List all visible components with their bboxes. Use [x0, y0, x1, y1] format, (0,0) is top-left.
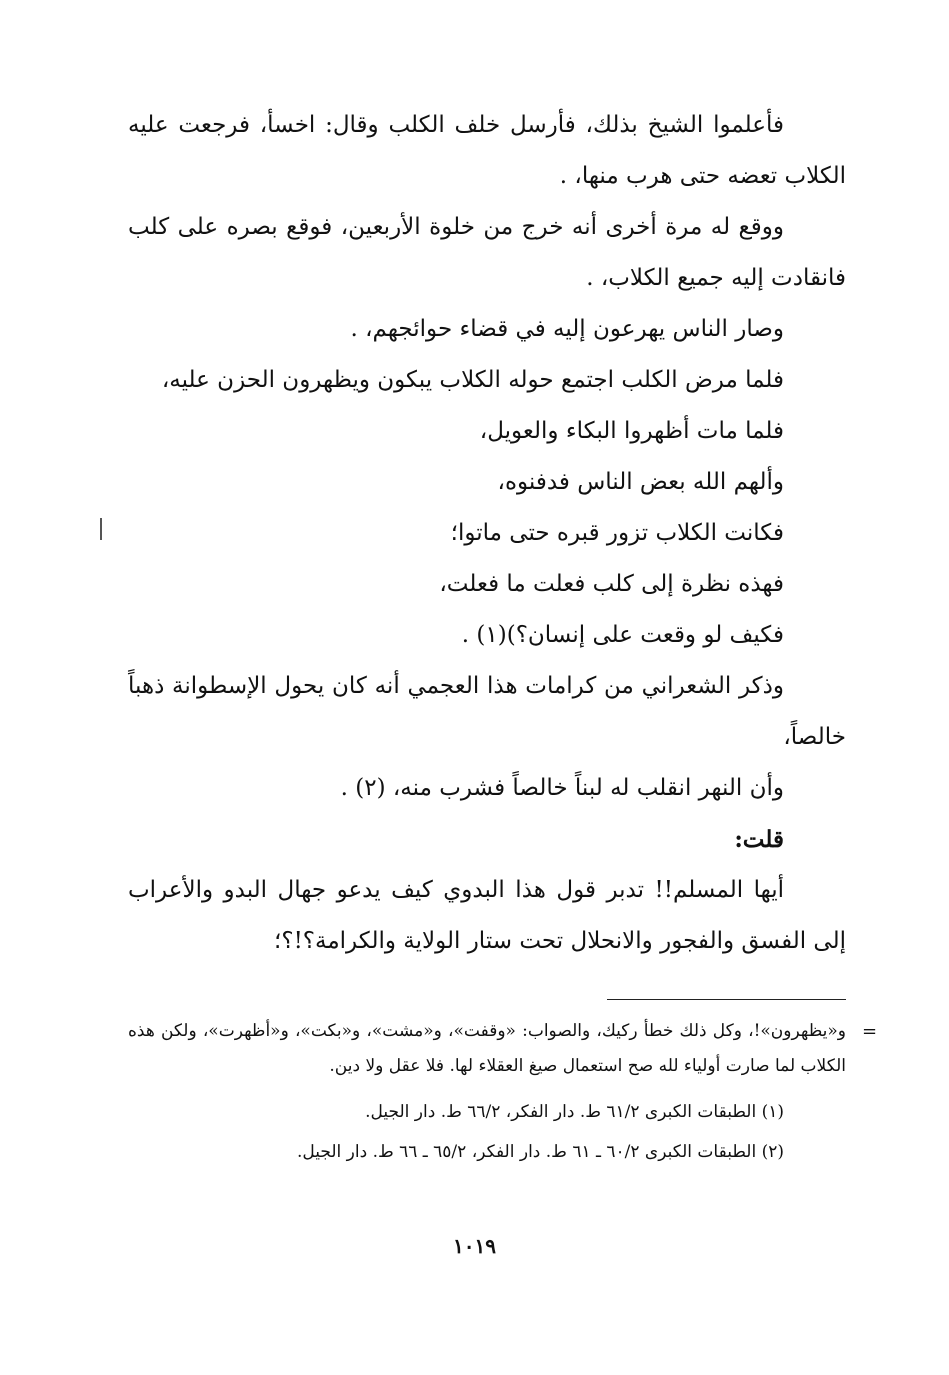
- paragraph: فهذه نظرة إلى كلب فعلت ما فعلت،: [439, 571, 784, 597]
- section-heading: قلت:: [734, 826, 784, 853]
- footnote-2: (٢) الطبقات الكبرى ٦٠/٢ ـ ٦١ ط. دار الفكر، ٦٥/٢ ـ ٦٦ ط. دار الجيل.: [296, 1142, 784, 1162]
- paragraph: وصار الناس يهرعون إليه في قضاء حوائجهم، .: [350, 316, 784, 342]
- paragraph: فكانت الكلاب تزور قبره حتى ماتوا؛: [450, 520, 784, 546]
- footnotes: [128, 1014, 846, 1172]
- paragraph: فأعلموا الشيخ بذلك، فأرسل خلف الكلب وقال: اخسأ، فرجعت عليه الكلاب تعضه حتى هرب منها، .: [128, 112, 846, 189]
- scan-mark: [100, 518, 102, 540]
- main-text: [128, 100, 846, 967]
- paragraph: وأن النهر انقلب له لبناً خالصاً فشرب منه، (٢) .: [340, 775, 784, 801]
- page-number: ١٠١٩: [453, 1234, 496, 1258]
- paragraph: فكيف لو وقعت على إنسان؟)(١) .: [461, 622, 784, 648]
- paragraph: فلما مرض الكلب اجتمع حوله الكلاب يبكون ويظهرون الحزن عليه،: [161, 367, 784, 393]
- continuation-mark: =: [862, 1021, 878, 1042]
- footnote-1: (١) الطبقات الكبرى ٦١/٢ ط. دار الفكر، ٦٦/٢ ط. دار الجيل.: [365, 1102, 784, 1122]
- footnote-continuation: و«يظهرون»!، وكل ذلك خطأ ركيك، والصواب: «وقفت»، و«مشت»، و«بكت»، و«أظهرت»، ولكن هذه الكلاب لما صارت أولياء لله صح استعمال صيغ العقلاء لها. فلا عقل ولا دين.: [128, 1021, 846, 1076]
- paragraph: فلما مات أظهروا البكاء والعويل،: [479, 418, 784, 444]
- paragraph: وذكر الشعراني من كرامات هذا العجمي أنه كان يحول الإسطوانة ذهباً خالصاً،: [128, 673, 846, 750]
- footnote-separator: [607, 999, 846, 1000]
- paragraph: ووقع له مرة أخرى أنه خرج من خلوة الأربعين، فوقع بصره على كلب فانقادت إليه جميع الكلاب، .: [128, 214, 846, 291]
- paragraph: وألهم الله بعض الناس فدفنوه،: [497, 469, 784, 495]
- paragraph: أيها المسلم!! تدبر قول هذا البدوي كيف يدعو جهال البدو والأعراب إلى الفسق والفجور والانحلال تحت ستار الولاية والكرامة؟!؟؛: [128, 877, 846, 954]
